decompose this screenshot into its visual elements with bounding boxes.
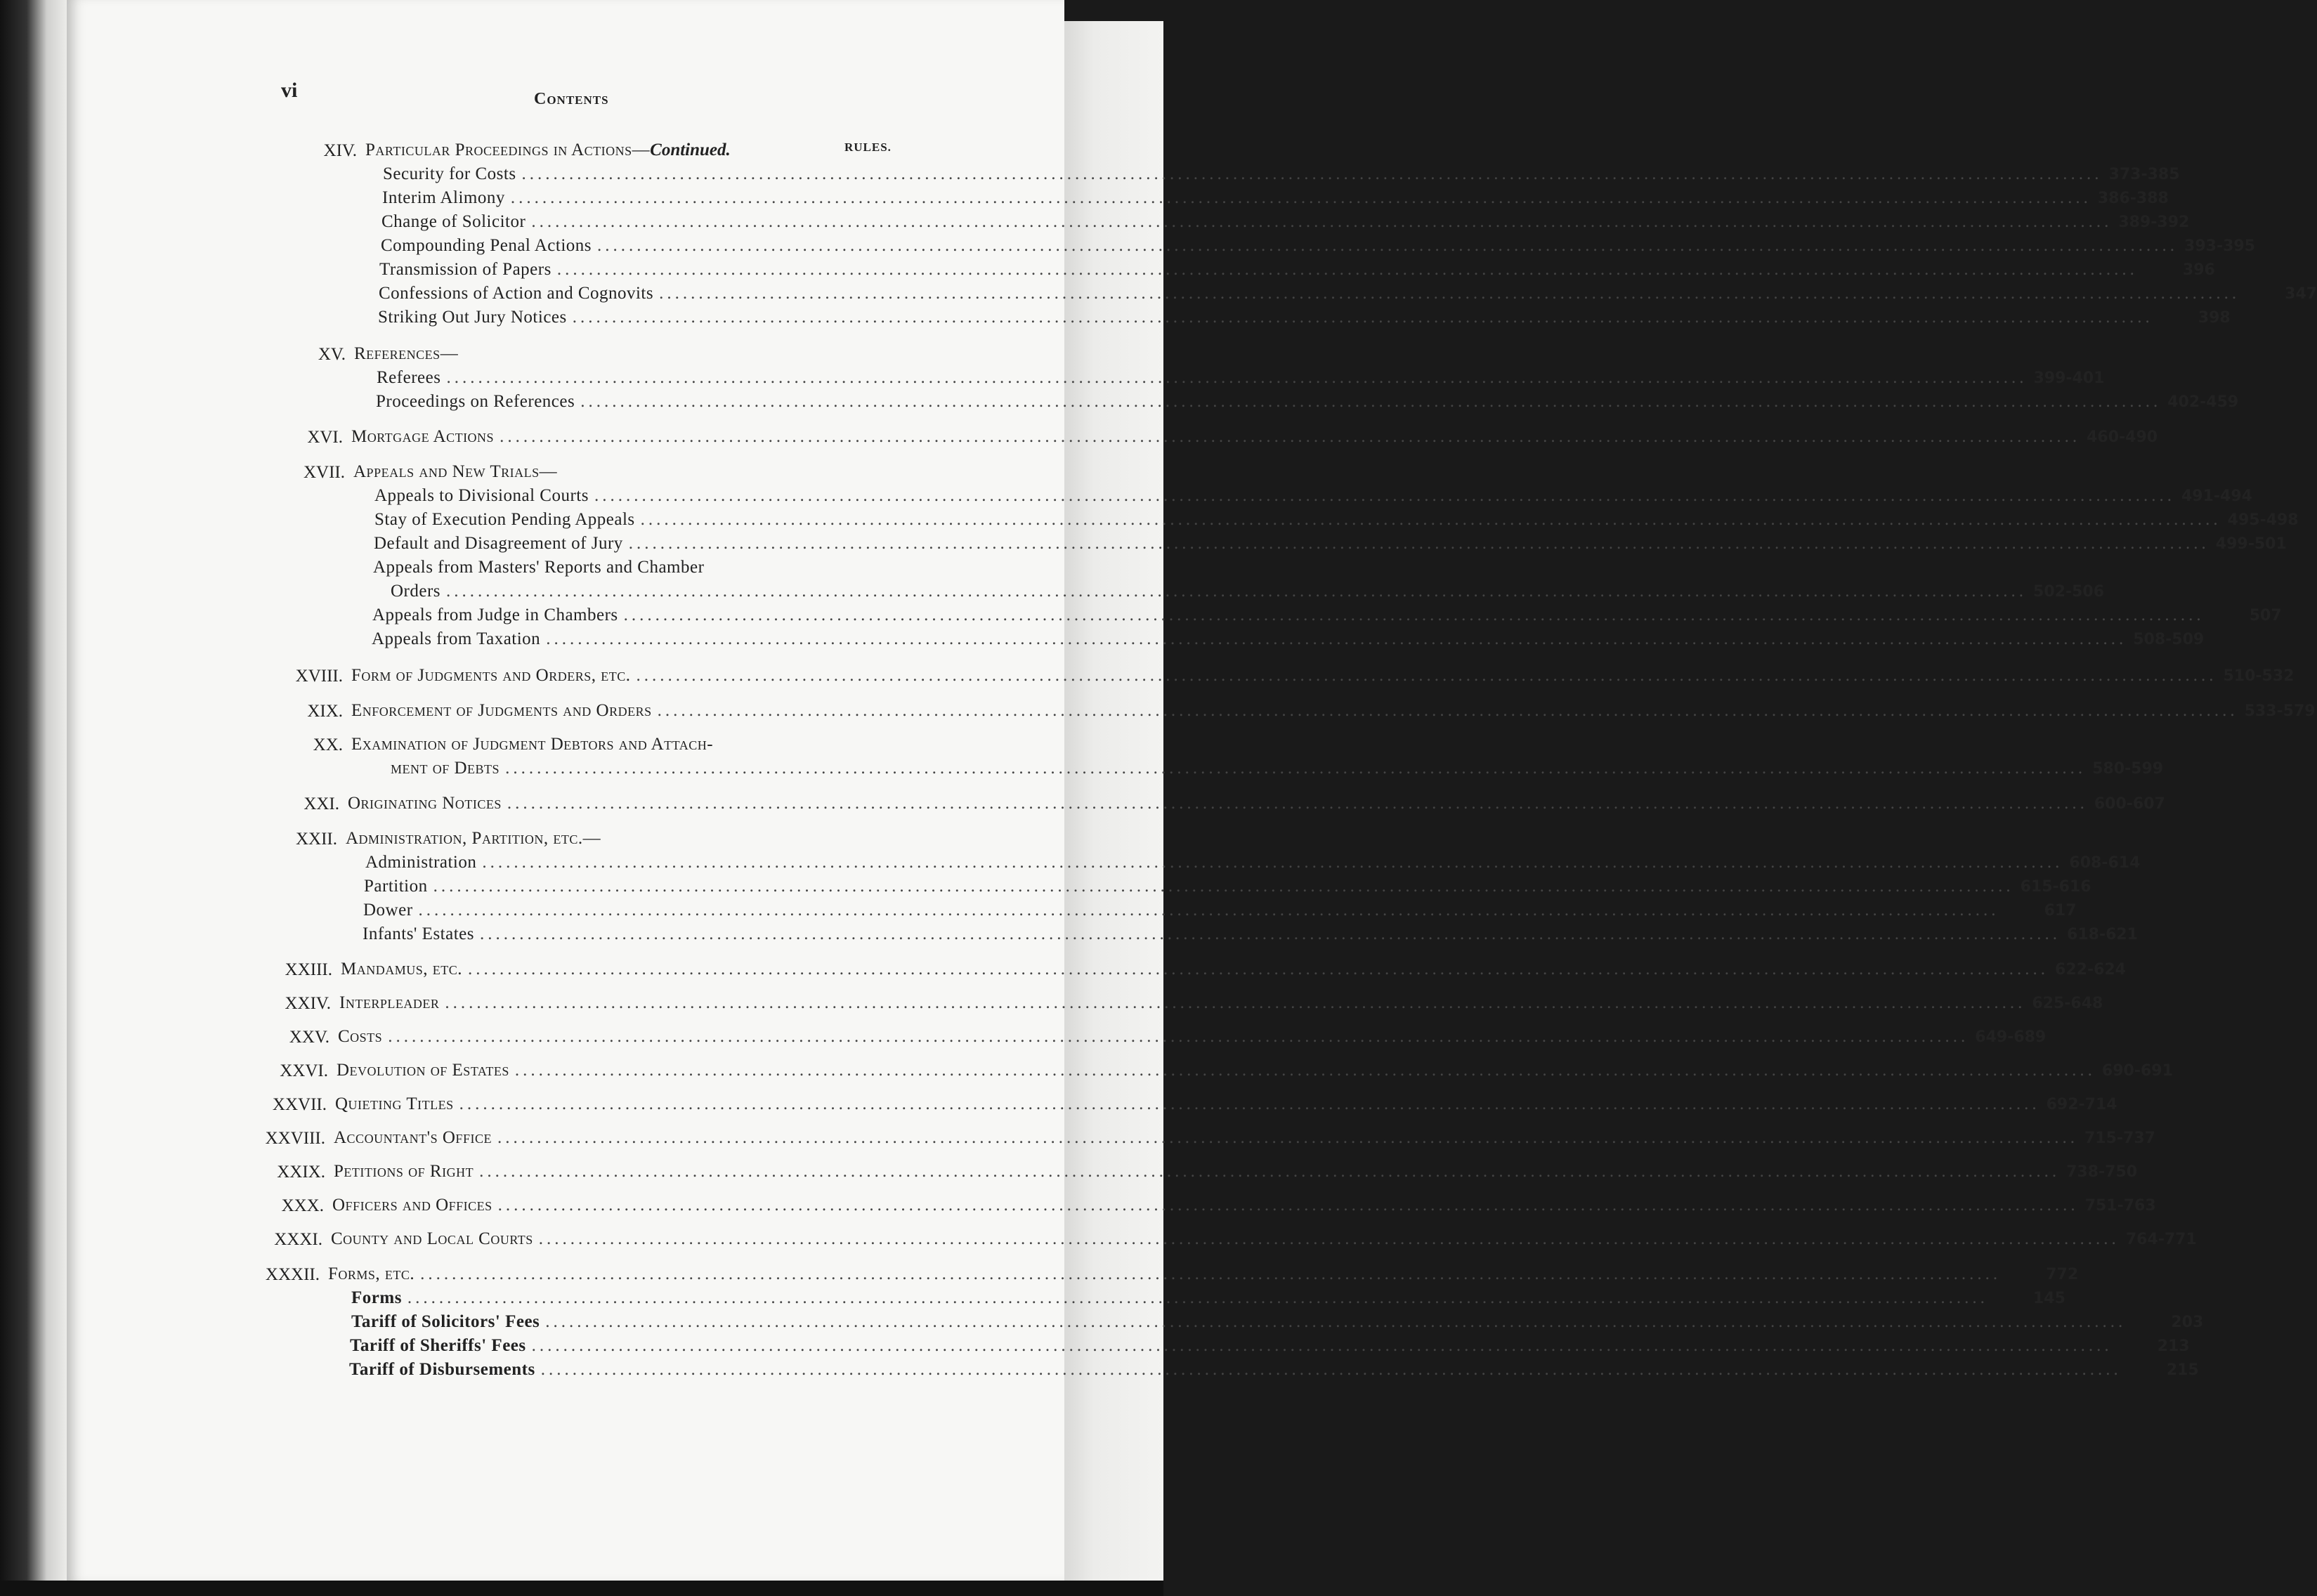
leader-dots: ........................................................................................................................................................................................................ [497, 1196, 2079, 1215]
toc-entry-title: Appeals to Divisional Courts [374, 486, 589, 505]
toc-entry-title: Administration, Partition, etc.— [346, 829, 601, 848]
toc-entry [304, 794, 2165, 813]
toc-entry [379, 260, 2215, 280]
toc-entry-title: Mandamus, etc. [341, 960, 462, 979]
toc-chapter-number-text: XXI. [304, 794, 339, 813]
leader-dots: ........................................................................................................................................................................................................ [468, 960, 2049, 979]
toc-entry [313, 735, 808, 754]
leader-dots: ........................................................................................................................................................................................................ [480, 924, 2061, 943]
toc-rule-range: 507 [2249, 607, 2282, 624]
toc-chapter-number-text: XVIII. [295, 667, 343, 686]
toc-rule-range: 617 [2044, 902, 2077, 920]
toc-rule-range: 715-737 [2084, 1130, 2155, 1147]
toc-entry-title: Tariff of Solicitors' Fees [351, 1312, 540, 1331]
toc-entry [363, 924, 2138, 944]
toc-entry [323, 140, 906, 160]
leader-dots: ........................................................................................................................................................................................................ [482, 853, 2063, 872]
toc-entry-title: Costs [338, 1027, 383, 1046]
leader-dots: ........................................................................................................................................................................................................ [407, 1288, 1988, 1307]
toc-entry-title: Stay of Execution Pending Appeals [374, 510, 635, 529]
toc-entry-title: Change of Solicitor [381, 212, 526, 231]
toc-rule-range: 618-621 [2067, 926, 2138, 943]
toc-entry [391, 759, 2164, 778]
toc-entry-title: Administration [365, 853, 477, 872]
toc-entry [349, 1360, 2199, 1380]
toc-rule-range: 600-607 [2094, 795, 2165, 813]
toc-entry [377, 368, 2105, 388]
toc-rule-range: 213 [2157, 1337, 2190, 1355]
toc-entry [274, 1229, 2197, 1249]
toc-chapter-number-text: XXIII. [285, 960, 332, 979]
toc-rule-range: 398 [2198, 309, 2231, 327]
toc-rule-range: 772 [2046, 1266, 2079, 1283]
leader-dots: ........................................................................................................................................................................................................ [531, 1336, 2113, 1355]
toc-entry [318, 344, 899, 364]
leader-dots: ........................................................................................................................................................................................................ [514, 1061, 2096, 1080]
toc-entry-title: Confessions of Action and Cognovits [379, 284, 654, 303]
toc-rule-range: 396 [2182, 261, 2215, 279]
toc-entry [285, 960, 2126, 979]
leader-dots: ........................................................................................................................................................................................................ [445, 993, 2026, 1012]
toc-entry [281, 1196, 2156, 1215]
toc-entry [381, 236, 2255, 256]
toc-chapter-number-text: XIX. [307, 702, 343, 721]
toc-chapter-number-text: XXV. [289, 1028, 329, 1047]
toc-chapter-number-text: XXVIII. [265, 1129, 325, 1148]
toc-entry [378, 308, 2231, 327]
toc-chapter-number-text: XXVII. [272, 1095, 327, 1114]
toc-entry-title: Petitions of Right [334, 1162, 474, 1181]
toc-entry [381, 212, 2190, 232]
toc-chapter-number-text: XX. [313, 735, 343, 754]
toc-entry [280, 1061, 2173, 1080]
toc-entry [285, 993, 2103, 1013]
toc-chapter-number-text: XXIV. [285, 994, 331, 1013]
toc-entry [372, 629, 2205, 649]
toc-rule-range: 145 [2032, 1290, 2065, 1307]
toc-entry-title: Forms [351, 1288, 402, 1307]
leader-dots: ........................................................................................................................................................................................................ [546, 629, 2127, 648]
toc-entry [295, 829, 885, 849]
book-gutter [0, 0, 67, 1596]
leader-dots: ........................................................................................................................................................................................................ [628, 534, 2210, 553]
toc-chapter-number-text: XIV. [323, 141, 357, 160]
leader-dots: ........................................................................................................................................................................................................ [418, 901, 1999, 920]
toc-rule-range: 580-599 [2092, 760, 2164, 778]
toc-entry [272, 1094, 2117, 1114]
leader-dots: ........................................................................................................................................................................................................ [580, 392, 2162, 411]
leader-dots: ........................................................................................................................................................................................................ [497, 1128, 2078, 1147]
toc-chapter-number-text: XXX. [281, 1196, 324, 1215]
toc-entry-title: Interim Alimony [382, 188, 505, 207]
toc-entry-title: References— [354, 344, 459, 363]
leader-dots: ........................................................................................................................................................................................................ [531, 212, 2113, 231]
toc-entry [372, 606, 2282, 625]
toc-entry-title: Orders [391, 582, 441, 601]
toc-entry-title: Transmission of Papers [379, 260, 551, 279]
toc-rule-range: 399-401 [2033, 369, 2105, 387]
toc-entry-title: Appeals from Taxation [372, 629, 541, 648]
scan-bottom-edge [0, 1581, 1163, 1596]
toc-chapter-number-text: XXVI. [280, 1061, 328, 1080]
toc-entry [374, 486, 2252, 506]
leader-dots: ........................................................................................................................................................................................................ [507, 794, 2088, 813]
toc-rule-range: 692-714 [2046, 1096, 2117, 1113]
toc-entry [351, 1312, 2204, 1332]
leader-dots: ........................................................................................................................................................................................................ [538, 1229, 2120, 1248]
toc-entry-title: Devolution of Estates [337, 1061, 509, 1080]
toc-chapter-number-text: XXII. [295, 830, 337, 849]
toc-entry-title: Mortgage Actions [351, 427, 495, 446]
leader-dots: ........................................................................................................................................................................................................ [572, 308, 2153, 327]
toc-entry [379, 284, 2317, 303]
leader-dots: ........................................................................................................................................................................................................ [623, 606, 2205, 624]
leader-dots: ........................................................................................................................................................................................................ [594, 486, 2175, 505]
leader-dots: ........................................................................................................................................................................................................ [388, 1027, 1969, 1046]
toc-entry [382, 188, 2169, 208]
toc-entry-title: Default and Disagreement of Jury [374, 534, 623, 553]
toc-entry-title: Tariff of Disbursements [349, 1360, 535, 1379]
toc-entry-title: ment of Debts [391, 759, 500, 778]
toc-rule-range: 615-616 [2020, 878, 2091, 896]
toc-rule-range: 495-498 [2227, 511, 2299, 529]
toc-rule-range: 402-459 [2167, 393, 2239, 411]
toc-rule-range: 393-395 [2184, 237, 2255, 255]
toc-entry [303, 462, 898, 482]
toc-entry [376, 392, 2239, 412]
toc-entry-title: Appeals from Masters' Reports and Chamber [373, 558, 705, 577]
toc-entry-title: Originating Notices [348, 794, 502, 813]
toc-rule-range: 764-771 [2125, 1231, 2197, 1248]
leader-dots: ........................................................................................................................................................................................................ [545, 1312, 2127, 1331]
toc-entry-title: Accountant's Office [334, 1128, 492, 1147]
leader-dots: ........................................................................................................................................................................................................ [500, 427, 2081, 446]
toc-entry [307, 427, 2158, 447]
toc-entry-title: Infants' Estates [363, 924, 474, 943]
toc-entry-title: Interpleader [339, 993, 440, 1012]
toc-chapter-number-text: XXXII. [265, 1265, 320, 1284]
toc-rule-range: 460-490 [2087, 429, 2158, 446]
toc-rule-range: 751-763 [2084, 1197, 2156, 1215]
toc-entry [374, 510, 2299, 530]
leader-dots: ........................................................................................................................................................................................................ [505, 759, 2087, 778]
toc-entry [374, 534, 2287, 554]
rules-column-label: RULES. [844, 140, 892, 154]
leader-dots: ........................................................................................................................................................................................................ [521, 164, 2103, 183]
toc-entry [277, 1162, 2138, 1182]
toc-rule-range: 347 [2285, 285, 2317, 303]
toc-entry-title: Particular Proceedings in Actions— [365, 140, 651, 159]
toc-rule-range: 533-579 [2244, 702, 2316, 720]
toc-rule-range: 491-494 [2181, 488, 2252, 505]
toc-entry-title: Appeals and New Trials— [353, 462, 558, 481]
leader-dots: ........................................................................................................................................................................................................ [459, 1094, 2040, 1113]
toc-rule-range: 510-532 [2223, 667, 2295, 685]
toc-entry [265, 1128, 2155, 1148]
toc-entry-title: Forms, etc. [328, 1264, 415, 1283]
toc-rule-range: 625-648 [2032, 995, 2103, 1012]
toc-entry-title: Examination of Judgment Debtors and Attach- [351, 735, 714, 754]
toc-rule-range: 649-689 [1975, 1028, 2047, 1046]
toc-rule-range: 389-392 [2118, 214, 2190, 231]
toc-entry [364, 877, 2091, 896]
toc-entry [350, 1336, 2190, 1356]
toc-rule-range: 502-506 [2033, 583, 2105, 601]
toc-entry [265, 1264, 2079, 1284]
toc-rule-range: 499-501 [2215, 535, 2287, 553]
toc-entry-title: Security for Costs [383, 164, 516, 183]
toc-rule-range: 386-388 [2097, 190, 2169, 207]
toc-rule-range: 622-624 [2055, 961, 2126, 979]
page-heading: Contents [534, 90, 609, 108]
toc-entry-title: Appeals from Judge in Chambers [372, 606, 618, 624]
leader-dots: ........................................................................................................................................................................................................ [597, 236, 2178, 255]
toc-entry [289, 1027, 2047, 1047]
toc-entry-title: Form of Judgments and Orders, etc. [351, 666, 631, 685]
leader-dots: ........................................................................................................................................................................................................ [446, 368, 2028, 387]
toc-entry [363, 901, 2077, 920]
toc-rule-range: 508-509 [2133, 631, 2205, 648]
leader-dots: ........................................................................................................................................................................................................ [659, 284, 2240, 303]
toc-chapter-number-text: XVI. [307, 428, 343, 447]
leader-dots: ........................................................................................................................................................................................................ [556, 260, 2138, 279]
leader-dots: ........................................................................................................................................................................................................ [636, 666, 2217, 685]
toc-entry-title: Compounding Penal Actions [381, 236, 592, 255]
page-folio: vi [281, 79, 298, 102]
toc-continued-note: Continued. [650, 140, 731, 159]
toc-rule-range: 738-750 [2066, 1163, 2138, 1181]
leader-dots: ........................................................................................................................................................................................................ [479, 1162, 2061, 1181]
toc-rule-range: 608-614 [2069, 854, 2141, 872]
toc-rule-range: 690-691 [2101, 1062, 2173, 1080]
toc-entry-title: Dower [363, 901, 413, 920]
toc-entry [295, 666, 2295, 686]
toc-entry [391, 582, 2105, 601]
toc-rule-range: 215 [2166, 1361, 2199, 1379]
toc-entry-title: Proceedings on References [376, 392, 575, 411]
toc-rule-range: 373-385 [2108, 166, 2180, 183]
toc-chapter-number-text: XXXI. [274, 1230, 322, 1249]
toc-entry [307, 701, 2316, 721]
toc-entry [351, 1288, 2065, 1308]
toc-chapter-number-text: XVII. [303, 463, 345, 482]
toc-entry-title: Officers and Offices [332, 1196, 492, 1215]
toc-entry-title: Referees [377, 368, 441, 387]
toc-entry [365, 853, 2141, 872]
toc-entry [383, 164, 2180, 184]
toc-chapter-number-text: XV. [318, 345, 346, 364]
leader-dots: ........................................................................................................................................................................................................ [446, 582, 2028, 601]
toc-entry [373, 558, 811, 577]
toc-entry-title: Quieting Titles [335, 1094, 454, 1113]
toc-entry-title: Tariff of Sheriffs' Fees [350, 1336, 526, 1355]
toc-rule-range: 203 [2171, 1314, 2204, 1331]
toc-entry-title: County and Local Courts [331, 1229, 533, 1248]
toc-entry-title: Striking Out Jury Notices [378, 308, 567, 327]
toc-entry-title: Partition [364, 877, 428, 896]
leader-dots: ........................................................................................................................................................................................................ [433, 877, 2014, 896]
toc-entry-title: Enforcement of Judgments and Orders [351, 701, 652, 720]
toc-chapter-number-text: XXIX. [277, 1163, 325, 1182]
leader-dots: ........................................................................................................................................................................................................ [420, 1264, 2002, 1283]
leader-dots: ........................................................................................................................................................................................................ [540, 1360, 2122, 1379]
leader-dots: ........................................................................................................................................................................................................ [657, 701, 2238, 720]
leader-dots: ........................................................................................................................................................................................................ [510, 188, 2091, 207]
leader-dots: ........................................................................................................................................................................................................ [640, 510, 2221, 529]
